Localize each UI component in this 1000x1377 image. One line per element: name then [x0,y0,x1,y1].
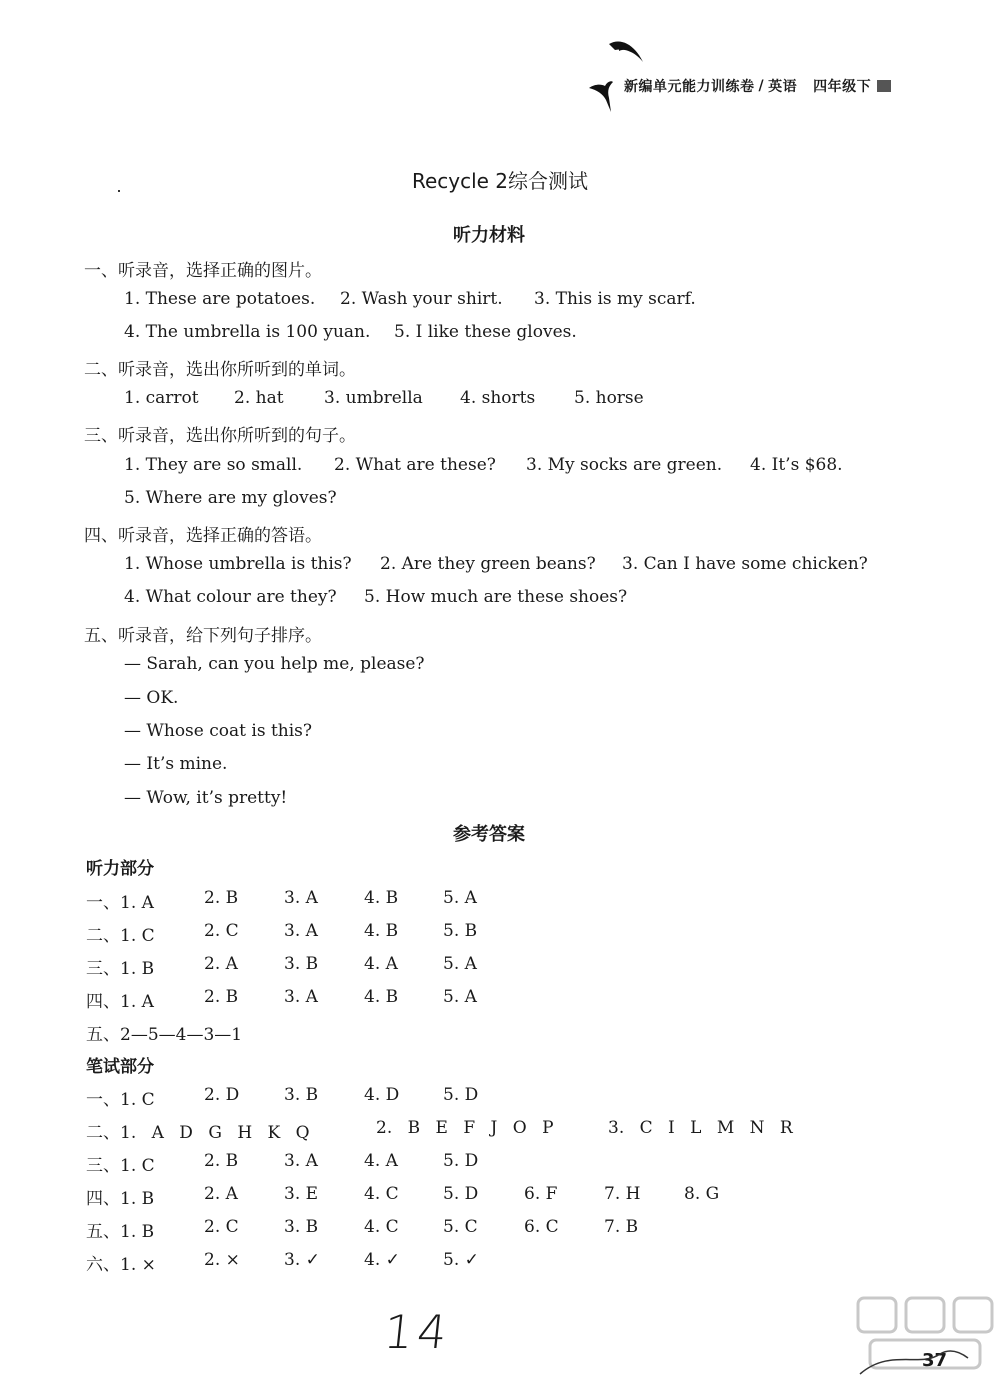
dialogue-line: — It’s mine. [124,754,228,774]
listening-item: 1. carrot [124,388,199,408]
listening-item: 3. umbrella [324,388,423,408]
answer-cell: 3. E [284,1184,319,1204]
answer-cell: 2. B [204,888,239,908]
answer-cell: 四、1. A [86,992,154,1012]
listening-item: 1. They are so small. [124,455,303,475]
answer-cell: 2. C [204,921,239,941]
answer-cell: 4. C [364,1217,399,1237]
answer-cell: 三、1. C [86,1156,155,1176]
listening-item: 2. hat [234,388,284,408]
listening-material-title: 听力材料 [453,225,525,246]
dialogue-line: — Sarah, can you help me, please? [124,654,425,674]
answer-cell: 3. ✓ [284,1250,320,1270]
answer-cell: 一、1. A [86,893,154,913]
answer-cell: 7. H [604,1184,641,1204]
answer-cell: 3. A [284,987,318,1007]
answer-cell: 5. B [443,921,478,941]
answer-cell: 2. B [204,1151,239,1171]
page-title: Recycle 2综合测试 [411,169,589,193]
answer-cell: 四、1. B [86,1189,155,1209]
answer-cell: 3. B [284,954,319,974]
answer-cell: 3. C I L M N R [608,1118,793,1138]
answer-cell: 2. A [204,954,238,974]
listening-part-label: 听力部分 [86,859,154,879]
watermark-logo-icon [850,1278,1000,1377]
answer-cell: 5. C [443,1217,478,1237]
listening-item: 5. I like these gloves. [394,322,577,342]
question-heading: 二、听录音，选出你所听到的单词。 [84,360,356,380]
answer-cell: 3. B [284,1085,319,1105]
question-heading: 三、听录音，选出你所听到的句子。 [84,426,356,446]
page-number: 37 [922,1350,948,1371]
header-square-icon [877,80,891,92]
listening-item: 1. These are potatoes. [124,289,316,309]
answer-cell: 3. A [284,1151,318,1171]
answer-cell: 一、1. C [86,1090,155,1110]
answer-cell: 5. A [443,888,477,908]
answer-cell: 五、2—5—4—3—1 [86,1025,243,1045]
question-heading: 一、听录音，选择正确的图片。 [84,261,322,281]
written-part-label: 笔试部分 [86,1057,154,1077]
answers-title: 参考答案 [453,824,525,845]
answer-cell: 三、1. B [86,959,155,979]
answer-cell: 8. G [684,1184,720,1204]
answer-cell: 六、1. × [86,1255,156,1275]
listening-item: 5. How much are these shoes? [364,587,628,607]
answer-cell: 2. B E F J O P [376,1118,554,1138]
answer-cell: 3. B [284,1217,319,1237]
question-heading: 四、听录音，选择正确的答语。 [84,526,322,546]
answer-cell: 5. D [443,1184,479,1204]
listening-item: 4. What colour are they? [124,587,337,607]
answer-cell: 4. C [364,1184,399,1204]
answer-cell: 4. D [364,1085,400,1105]
answer-cell: 6. C [524,1217,559,1237]
answer-cell: 二、1. C [86,926,155,946]
answer-cell: 7. B [604,1217,639,1237]
answer-cell: 4. A [364,1151,398,1171]
answer-cell: 5. A [443,954,477,974]
listening-item: 5. horse [574,388,644,408]
question-heading: 五、听录音，给下列句子排序。 [84,626,322,646]
answer-cell: 4. B [364,921,399,941]
answer-cell: 5. ✓ [443,1250,479,1270]
dialogue-line: — OK. [124,688,179,708]
answer-cell: 2. × [204,1250,240,1270]
answer-cell: 五、1. B [86,1222,155,1242]
listening-item: 3. This is my scarf. [534,289,696,309]
grade-label: 四年级下 [813,79,872,95]
answer-cell: 6. F [524,1184,558,1204]
answer-cell: 2. D [204,1085,240,1105]
answer-cell: 5. D [443,1085,479,1105]
answer-cell: 3. A [284,921,318,941]
answer-cell: 5. D [443,1151,479,1171]
header-separator: / [758,78,765,94]
answer-cell: 2. A [204,1184,238,1204]
listening-item: 4. The umbrella is 100 yuan. [124,322,371,342]
listening-item: 4. shorts [460,388,536,408]
listening-item: 2. Are they green beans? [380,554,596,574]
answer-cell: 4. B [364,987,399,1007]
answer-cell: 4. ✓ [364,1250,400,1270]
answer-cell: 4. A [364,954,398,974]
bird-logo-icon [585,34,655,114]
listening-item: 2. What are these? [334,455,496,475]
dialogue-line: — Wow, it’s pretty! [124,788,288,808]
answer-cell: 2. B [204,987,239,1007]
listening-item: 2. Wash your shirt. [340,289,503,309]
answer-cell: 二、1. A D G H K Q [86,1123,310,1143]
dialogue-line: — Whose coat is this? [124,721,312,741]
listening-item: 3. Can I have some chicken? [622,554,868,574]
answer-cell: 3. A [284,888,318,908]
subject-name: 英语 [768,79,798,95]
listening-item: 4. It’s $68. [750,455,843,475]
answer-cell: 5. A [443,987,477,1007]
answer-cell: 4. B [364,888,399,908]
handwritten-note: 14 [381,1305,454,1359]
listening-item: 1. Whose umbrella is this? [124,554,352,574]
listening-item: 3. My socks are green. [526,455,723,475]
answer-cell: 2. C [204,1217,239,1237]
series-name: 新编单元能力训练卷 [624,79,755,95]
listening-item: 5. Where are my gloves? [124,488,337,508]
book-series-header [624,76,891,96]
